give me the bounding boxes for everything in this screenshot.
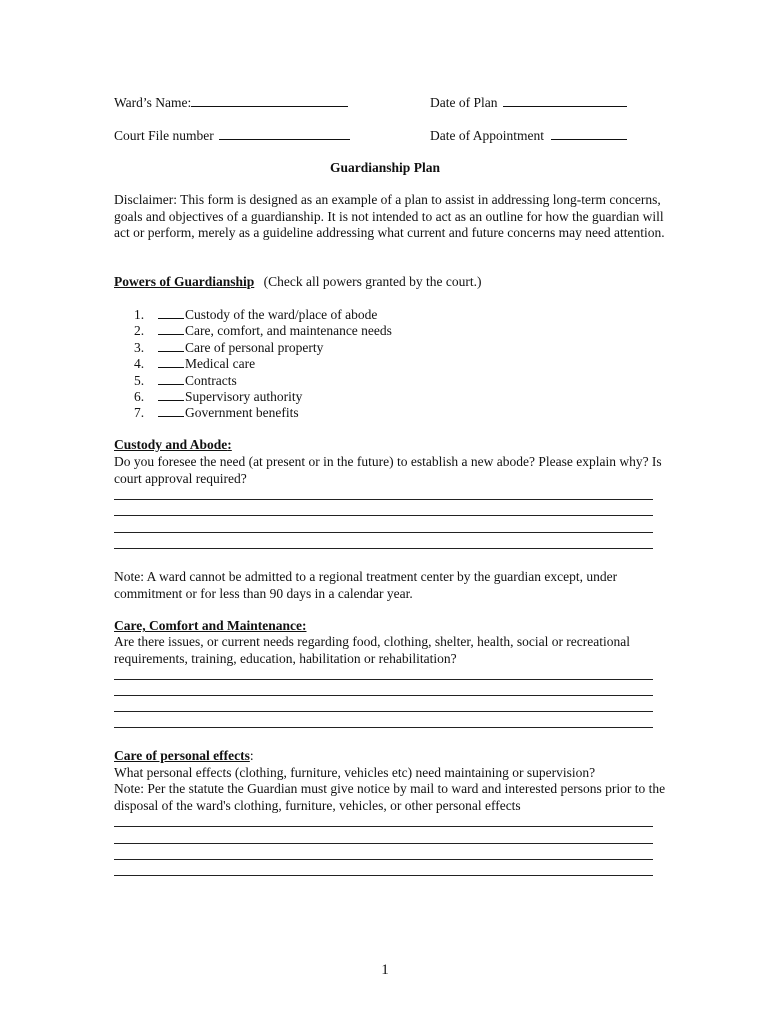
check-blank[interactable] [158, 339, 184, 352]
item-number: 4. [134, 356, 145, 372]
item-label: Custody of the ward/place of abode [185, 307, 378, 322]
list-item [134, 355, 392, 371]
wards-name-blank[interactable] [191, 94, 348, 107]
list-item [134, 306, 392, 322]
custody-heading-row [114, 437, 232, 454]
powers-note: (Check all powers granted by the court.) [263, 274, 482, 289]
custody-heading-colon: : [227, 437, 232, 452]
disclaimer-text: Disclaimer: This form is designed as an example of a plan to assist in addressing long-term concerns, goals and objectives of a guardianship. It is not intended to act as an outline for how the guardian will act or perform, merely as a guideline addressing what current and future concerns may need attention. [114, 192, 665, 240]
page-title: Guardianship Plan [330, 160, 440, 175]
check-blank[interactable] [158, 372, 184, 385]
effects-heading: Care of personal effects [114, 748, 250, 763]
item-label: Contracts [185, 372, 237, 388]
custody-question: Do you foresee the need (at present or in the future) to establish a new abode? Please explain why? Is court approval required? [114, 454, 662, 486]
effects-question: What personal effects (clothing, furniture, vehicles etc) need maintaining or supervision? [114, 765, 596, 780]
item-number: 3. [134, 339, 145, 355]
care-question: Are there issues, or current needs regarding food, clothing, shelter, health, social or recreational requirements, training, education, habilitation or rehabilitation? [114, 634, 631, 666]
check-blank[interactable] [158, 322, 184, 335]
wards-name-field [114, 94, 348, 112]
answer-line[interactable] [114, 875, 653, 876]
effects-note: Note: Per the statute the Guardian must give notice by mail to ward and interested persons prior to the disposal of the ward's clothing, furniture, vehicles, or other personal effects [114, 781, 666, 813]
answer-line[interactable] [114, 826, 653, 827]
answer-line[interactable] [114, 515, 653, 516]
care-heading-colon: : [301, 618, 307, 633]
answer-line[interactable] [114, 727, 653, 728]
list-item [134, 322, 392, 338]
powers-heading: Powers of Guardianship [114, 274, 255, 289]
item-label: Government benefits [185, 405, 299, 421]
check-blank[interactable] [158, 404, 184, 417]
item-number: 1. [134, 307, 145, 322]
list-item [134, 388, 392, 404]
court-file-field [114, 127, 350, 145]
care-heading-row [114, 618, 306, 635]
item-number: 7. [134, 405, 145, 421]
answer-line[interactable] [114, 843, 653, 844]
item-number: 5. [134, 372, 145, 388]
answer-line[interactable] [114, 548, 653, 549]
item-label: Care of personal property [185, 339, 324, 355]
page-number: 1 [381, 962, 389, 978]
effects-heading-row [114, 748, 254, 765]
date-of-plan-label: Date of Plan [430, 95, 498, 110]
date-of-plan-blank[interactable] [503, 94, 627, 107]
date-of-appointment-label: Date of Appointment [430, 128, 544, 143]
item-number: 6. [134, 388, 145, 404]
court-file-blank[interactable] [219, 127, 350, 140]
court-file-label: Court File number [114, 128, 214, 143]
custody-note: Note: A ward cannot be admitted to a regional treatment center by the guardian except, under commitment or for less than 90 days in a calendar year. [114, 569, 618, 601]
powers-heading-row [114, 274, 481, 291]
check-blank[interactable] [158, 306, 184, 319]
powers-list [134, 306, 392, 421]
item-label: Supervisory authority [185, 388, 303, 404]
date-of-appointment-blank[interactable] [551, 127, 627, 140]
check-blank[interactable] [158, 388, 184, 401]
item-label: Care, comfort, and maintenance needs [185, 323, 392, 339]
item-label: Medical care [185, 356, 256, 372]
check-blank[interactable] [158, 355, 184, 368]
answer-line[interactable] [114, 532, 653, 533]
care-heading: Care, Comfort and Maintenance [114, 618, 302, 633]
custody-heading: Custody and Abode [114, 437, 228, 452]
effects-heading-colon: : [249, 748, 254, 763]
answer-line[interactable] [114, 499, 653, 500]
list-item [134, 372, 392, 388]
answer-line[interactable] [114, 859, 653, 860]
date-of-plan-field [430, 94, 627, 112]
date-of-appointment-field [430, 127, 627, 145]
list-item [134, 404, 392, 420]
answer-line[interactable] [114, 711, 653, 712]
answer-line[interactable] [114, 679, 653, 680]
wards-name-label: Ward’s Name: [114, 95, 192, 110]
answer-line[interactable] [114, 695, 653, 696]
list-item [134, 339, 392, 355]
item-number: 2. [134, 323, 145, 339]
